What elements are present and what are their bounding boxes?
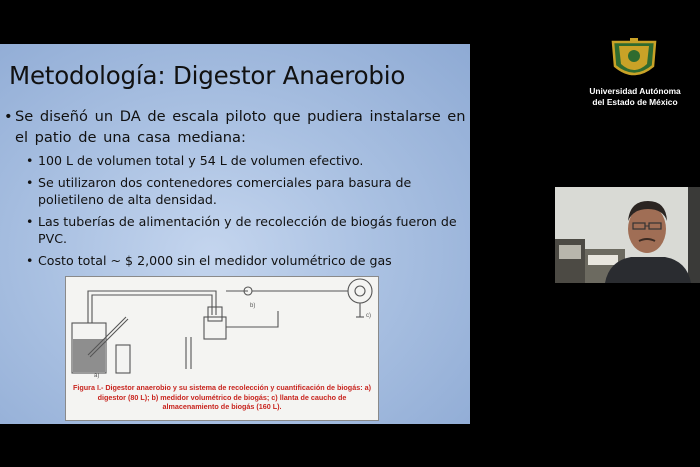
- sub-bullet-text: Se utilizaron dos contenedores comerciales para basura de polietileno de alta densidad.: [38, 175, 412, 207]
- sub-bullet-text: 100 L de volumen total y 54 L de volumen efectivo.: [38, 153, 364, 168]
- storage-tire: [348, 279, 372, 303]
- main-bullet-text: Se diseñó un DA de escala piloto que pudiera instalarse en el patio de una casa mediana:: [15, 108, 466, 146]
- sub-bullet-item: [26, 174, 462, 208]
- presenter-video: [555, 187, 700, 283]
- presentation-slide: [0, 44, 470, 424]
- bullet-dot-icon: •: [26, 214, 34, 229]
- label-b: b): [250, 303, 256, 309]
- bullet-dot-icon: •: [26, 253, 34, 268]
- sub-bullet-item: [26, 152, 462, 169]
- sub-bullet-item: [26, 213, 462, 247]
- sub-bullet-list: [26, 152, 462, 274]
- university-name: [575, 86, 695, 108]
- sub-bullet-item: [26, 252, 462, 269]
- webcam-feed: [555, 187, 700, 283]
- digester-liquid: [73, 339, 105, 372]
- sub-bullet-text: Las tuberías de alimentación y de recolección de biogás fueron de PVC.: [38, 214, 457, 246]
- digester-figure: [65, 276, 379, 421]
- bullet-dot-icon: •: [4, 108, 13, 125]
- university-seal-icon: [609, 36, 659, 82]
- sub-bullet-text: Costo total ~ $ 2,000 sin el medidor volumétrico de gas: [38, 253, 392, 268]
- figure-caption: Figura I.- Digestor anaerobio y su sistema de recolección y cuantificación de biogás: a) digestor (80 L); b) medidor volumétrico de biogás; c) llanta de caucho de almacenamiento de biogás (160 L).: [73, 383, 371, 411]
- university-name-line2: del Estado de México: [592, 97, 678, 107]
- label-a: a): [94, 373, 100, 379]
- institution-logo: [575, 36, 695, 108]
- slide-title: Metodología: Digestor Anaerobio: [9, 61, 406, 90]
- label-c: c): [366, 313, 371, 319]
- bullet-dot-icon: •: [26, 153, 34, 168]
- bullet-dot-icon: •: [26, 175, 34, 190]
- main-bullet: [4, 106, 466, 148]
- university-name-line1: Universidad Autónoma: [589, 86, 681, 96]
